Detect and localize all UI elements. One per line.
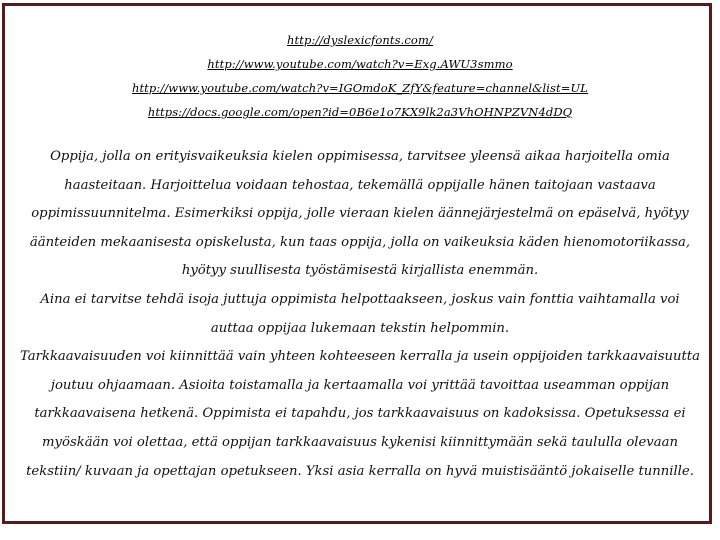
body-line: oppimissuunnitelma. Esimerkiksi oppija, jolle vieraan kielen äännejärjestelmä on epäselvä, hyötyy	[31, 206, 689, 222]
link-list	[0, 28, 720, 124]
body-line: joutuu ohjaamaan. Asioita toistamalla ja kertaamalla voi yrittää tavoittaa useamman oppijan	[50, 377, 670, 393]
body-line: Tarkkaavaisuuden voi kiinnittää vain yhteen kohteeseen kerralla ja usein oppijoiden tarkkaavaisuutta	[20, 349, 700, 365]
body-line: haasteitaan. Harjoittelua voidaan tehostaa, tekemällä oppijalle hänen taitojaan vastaava	[64, 177, 656, 193]
link-dyslexicfonts[interactable]: http://dyslexicfonts.com/	[287, 33, 433, 47]
body-line: Oppija, jolla on erityisvaikeuksia kielen oppimisessa, tarvitsee yleensä aikaa harjoitella omia	[50, 149, 670, 164]
body-line: tekstiin/ kuvaan ja opettajan opetukseen. Yksi asia kerralla on hyvä muistisääntö jokaiselle tunnille.	[26, 463, 694, 479]
body-line: hyötyy suullisesta työstämisestä kirjallista enemmän.	[181, 263, 539, 279]
link-youtube-2[interactable]: http://www.youtube.com/watch?v=IGOmdoK_ZfY&feature=channel&list=UL	[131, 81, 589, 95]
body-line: auttaa oppijaa lukemaan tekstin helpommin.	[210, 320, 510, 336]
body-line: myöskään voi olettaa, että oppijan tarkkaavaisuus kykenisi kiinnittymään sekä taululla olevaan	[42, 434, 678, 450]
body-line: äänteiden mekaanisesta opiskelusta, kun taas oppija, jolla on vaikeuksia käden hienomotoriikassa,	[29, 234, 691, 250]
link-youtube-1[interactable]: http://www.youtube.com/watch?v=Exg.AWU3smmo	[207, 57, 513, 71]
body-text	[14, 143, 706, 486]
body-line: tarkkaavaisena hetkenä. Oppimista ei tapahdu, jos tarkkaavaisuus on kadoksissa. Opetuksessa ei	[34, 406, 686, 422]
body-line: Aina ei tarvitse tehdä isoja juttuja oppimista helpottaakseen, joskus vain fonttia vaihtamalla voi	[40, 291, 680, 307]
link-google-docs[interactable]: https://docs.google.com/open?id=0B6e1o7KX9lk2a3VhOHNPZVN4dDQ	[147, 105, 573, 119]
